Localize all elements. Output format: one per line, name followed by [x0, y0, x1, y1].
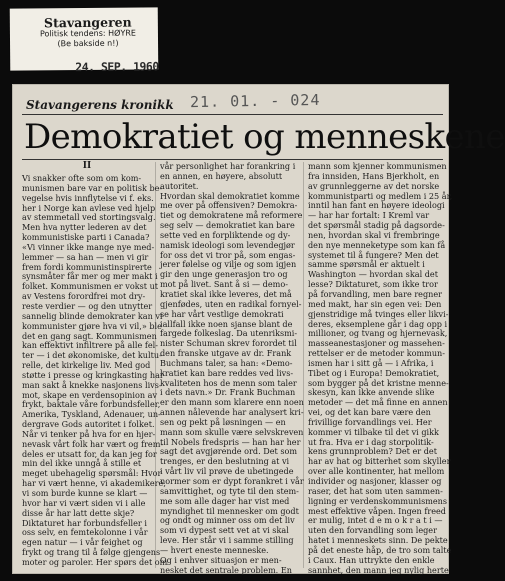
- article-line: gir den unge generasjon tro og: [160, 269, 288, 280]
- article-line: «Vi vinner ikke mange nye med-: [22, 241, 155, 252]
- article-line: av Vestens forordfrei mot dry-: [22, 291, 146, 302]
- article-line: i Caux. Han uttrykte den enkle: [308, 554, 435, 565]
- article-line: mann som skulle være selvskreven: [160, 426, 304, 437]
- article-line: vi som burde kunne se klart —: [22, 488, 148, 498]
- article-line: folket. Kommunismen er vokst ut: [22, 281, 159, 292]
- article-line: en annen, en høyere, absolutt: [160, 170, 283, 181]
- article-line: se har vårt vestlige demokrati: [160, 308, 284, 319]
- article-line: Når vi tenker på hva for en hjer-: [22, 428, 156, 439]
- column-kicker: Stavangerens kronikk: [26, 98, 174, 112]
- column-2-lines: [160, 161, 304, 575]
- article-line: frykt og trang til å følge gjengens: [22, 547, 161, 558]
- article-line: systemet til å fungere? Men det: [308, 249, 439, 260]
- article-line: sagt det avgjørende ord. Det som: [160, 446, 298, 457]
- article-line: i dets navn.» Dr. Frank Buchman: [160, 387, 296, 398]
- article-line: namisk ideologi som levendegjør: [160, 239, 295, 250]
- article-line: hatet i menneskets sinn. De pekte: [308, 535, 448, 546]
- headline-rule: [22, 159, 443, 160]
- article-line: har av hat og bitterhet som skyller: [308, 456, 451, 467]
- article-line: kratiet kan bare reddes ved livs-: [160, 367, 294, 378]
- article-line: kommer vi tilbake til det vi gikk: [308, 426, 439, 437]
- article-line: fra innsiden, Hans Bjerkholt, en: [308, 170, 440, 181]
- article-line: Buchmans taler, sa han: «Demo-: [160, 357, 293, 368]
- article-line: støtte i presse og kringkasting har: [22, 369, 164, 380]
- article-line: Tibet og i Europa! Demokratiet,: [308, 367, 440, 378]
- article-line: her i Norge kan avlese ved hjelp: [22, 202, 156, 213]
- article-line: frykt, baktale våre forbundsfeller,: [22, 399, 161, 410]
- article-line: Amerika, Tyskland, Adenauer, un-: [22, 409, 161, 420]
- article-line: det en gang sagt. Kommunismen: [22, 330, 157, 341]
- article-line: myndighet til mennesker om godt: [160, 505, 299, 516]
- article-line: trenges, er den beslutning at vi: [160, 456, 290, 467]
- newspaper-clipping: [12, 84, 505, 575]
- article-line: Vi snakker ofte som om kom-: [22, 173, 142, 183]
- article-line: lesse? Diktaturet, som ikke tror: [308, 279, 438, 290]
- article-column-3: [308, 161, 453, 575]
- article-line: tiet og demokratene må reformere: [160, 210, 303, 221]
- article-line: annen nålevende har analysert kri-: [160, 407, 304, 418]
- article-line: Og i enhver situasjon er men-: [160, 554, 282, 565]
- article-line: hvor har vi vært siden vi i alle: [22, 497, 146, 508]
- article-line: frivillige forvandlings vei. Her: [308, 416, 432, 427]
- article-line: av stemmetall ved stortingsvalg.: [22, 212, 156, 223]
- article-line: iallfall ikke noen sjanse blant de: [160, 318, 293, 329]
- article-line: ut fra. Hva er i dag storpolitik-: [308, 436, 434, 447]
- article-line: egen natur — i vår feighet og: [22, 537, 143, 548]
- article-line: vegelse hvis innflytelse vi f. eks.: [22, 192, 154, 203]
- article-line: ligning er verdenskommunismens: [308, 495, 448, 506]
- article-line: kens grunnproblem? Det er det: [308, 446, 437, 457]
- article-line: Men hva nytter lederen av det: [22, 222, 147, 233]
- article-line: individer og nasjoner, klasser og: [308, 476, 442, 486]
- article-line: leve. Her står vi i samme stilling: [160, 535, 294, 546]
- article-line: min del ikke unngå å stille et: [22, 458, 142, 469]
- article-line: kommunistiske parti i Canada?: [22, 232, 150, 243]
- article-line: relle, det kirkelige liv. Med god: [22, 360, 151, 371]
- article-line: med makt, har sin egen vei: Den: [308, 298, 442, 309]
- article-line: munismen bare var en politisk be-: [22, 182, 163, 193]
- article-line: seg selv — demokratiet kan bare: [160, 220, 295, 231]
- article-line: kvaliteten hos de menn som taler: [160, 377, 297, 388]
- column-3-lines: [308, 161, 453, 575]
- article-line: moter og paroler. Her spørs det om: [22, 556, 168, 567]
- article-line: uten den forvandling som leger: [308, 525, 437, 536]
- article-column-1: [22, 161, 168, 568]
- article-line: reste verdier — og den utnytter: [22, 300, 153, 311]
- article-line: lemmer — sa han — men vi gir: [22, 251, 149, 262]
- article-line: dergrave Gods autoritet i folket.: [22, 419, 155, 430]
- article-line: kratiet skal ikke leveres, det må: [160, 288, 292, 299]
- article-line: ter — i det økonomiske, det kultu-: [22, 350, 162, 361]
- article-line: me som alle dager har vist med: [160, 495, 290, 506]
- article-line: fargede folkeslag. Da utenriksmi-: [160, 328, 298, 339]
- date-stamp: 24. SEP. 1960: [75, 59, 159, 75]
- article-line: har vi vært henne, vi akademikere,: [22, 478, 166, 489]
- article-line: skesyn, kan ikke anvende slike: [308, 387, 435, 398]
- article-line: samvittighet, og tyte til den stem-: [160, 485, 299, 496]
- newspaper-name: Stavangeren: [43, 14, 132, 31]
- article-line: er den mann som klarere enn noen: [160, 397, 304, 408]
- article-line: av grunnleggerne av det norske: [308, 180, 440, 191]
- article-line: over alle kontinenter, hat mellom: [308, 466, 445, 477]
- article-line: autoritet.: [160, 180, 199, 191]
- article-line: nesket det sentrale problem. En: [160, 564, 292, 575]
- article-line: som bygger på det kristne menne-: [308, 377, 449, 388]
- article-column-2: [160, 161, 304, 575]
- article-line: mot på livet. Sant å si — demo-: [160, 279, 288, 290]
- column-1-lines: [22, 173, 168, 568]
- article-line: Washington — hvordan skal det: [308, 269, 438, 280]
- article-line: sen og pekt på løsningen — en: [160, 416, 286, 427]
- article-line: disse år har latt dette skje?: [22, 507, 135, 518]
- political-tendency: Politisk tendens: HØYRE: [39, 28, 136, 39]
- article-line: vår personlighet har forankring i: [160, 161, 296, 171]
- article-line: kommunister gjøre hva vi vil,» ble: [22, 320, 162, 331]
- article-line: for oss det vi tror på, som engas-: [160, 249, 296, 260]
- article-line: i vårt liv vil prøve de ubetingede: [160, 466, 294, 477]
- article-line: vei, og det kan bare være den: [308, 407, 431, 418]
- article-line: oss selv, en femtekolonne i vår: [22, 527, 148, 538]
- newspaper-info: [28, 15, 148, 48]
- article-line: sette ved en forpliktende og dy-: [160, 229, 291, 240]
- article-line: sannhet, den mann jeg nylig herte: [308, 564, 449, 575]
- article-line: på det eneste håp, de tro som talte: [308, 544, 452, 555]
- section-numeral: II: [82, 161, 92, 171]
- article-line: inntil han fant en høyere ideologi: [308, 200, 445, 211]
- article-line: deles er utsatt for, da kan jeg for: [22, 448, 157, 459]
- article-line: gjenstridige må tvinges eller likvi-: [308, 308, 449, 319]
- article-line: normer som er dypt forankret i vår: [160, 476, 304, 486]
- top-rule: [22, 114, 443, 115]
- handwritten-reference: 21. 01. - 024: [189, 90, 321, 112]
- article-line: me over på offensiven? Demokra-: [160, 200, 298, 211]
- article-line: masseanestasjoner og massehen-: [308, 338, 445, 349]
- article-line: jerer følelse og vilje og som igjen: [160, 259, 297, 270]
- article-line: gjenfødes, uten en radikal fornyel-: [160, 298, 302, 309]
- request-note: (Be bakside n!): [57, 38, 119, 49]
- article-line: kommunistparti og medlem i 25 år,: [308, 190, 453, 201]
- article-line: deres, eksemplene går i dag opp i: [308, 318, 448, 329]
- article-line: meget ubehagelig spørsmål: Hvor: [22, 468, 162, 479]
- column-divider: [303, 162, 304, 568]
- article-line: — har har fortalt: I Kreml var: [308, 210, 430, 221]
- article-line: mot, skape en verdensopinion av: [22, 389, 158, 400]
- article-line: mest effektive våpen. Ingen freed: [308, 505, 446, 516]
- article-line: nevask vårt folk har vært og frem-: [22, 438, 164, 449]
- article-headline: Demokratiet og menneskene: [24, 117, 505, 157]
- column-divider: [155, 162, 156, 568]
- article-line: på forvandling, men bare regner: [308, 288, 443, 299]
- article-line: samme spørsmål er aktuelt i: [308, 259, 425, 270]
- article-line: ismen har i sitt gå — i Afrika, i: [308, 357, 434, 368]
- archive-label-slip: [10, 7, 159, 75]
- article-line: er mulig, intet d e m o k r a t i —: [308, 515, 443, 526]
- article-line: Hvordan skal demokratiet komme: [160, 190, 300, 201]
- article-line: frem fordi kommunistinspirerte: [22, 261, 152, 272]
- article-line: til Nobels fredspris — han har her: [160, 436, 301, 447]
- article-line: Diktaturet har forbundsfeller i: [22, 517, 147, 528]
- article-line: den nye menneketype som kan få: [308, 239, 446, 250]
- article-line: nen, hvordan skal vi frembringe: [308, 229, 440, 240]
- article-line: nister Schuman skrev forordet til: [160, 338, 297, 349]
- article-line: som vi dypest sett vet at vi skal: [160, 525, 289, 536]
- article-line: rettelser er de metoder kommun-: [308, 348, 445, 359]
- article-line: synsmåter får mer og mer makt i: [22, 271, 158, 282]
- article-line: den franske utgave av dr. Frank: [160, 348, 292, 359]
- article-line: sannelig blinde demokrater kan vi: [22, 310, 163, 321]
- article-line: man sakt å knekke nasjonens livs-: [22, 379, 162, 390]
- article-line: — hvert eneste menneske.: [160, 544, 269, 555]
- article-line: mann som kjenner kommunismen: [308, 161, 447, 171]
- article-line: millioner, og tvang og hjernevask,: [308, 328, 448, 339]
- article-line: metoder — det må finne en annen: [308, 397, 448, 408]
- article-line: raser, det hat som uten sammen-: [308, 485, 443, 496]
- article-line: og ondt og minner oss om det liv: [160, 515, 295, 526]
- article-line: kan effektivt infiltrere på alle fel-: [22, 340, 158, 351]
- article-line: det spørsmål stadig på dagsorde-: [308, 220, 445, 231]
